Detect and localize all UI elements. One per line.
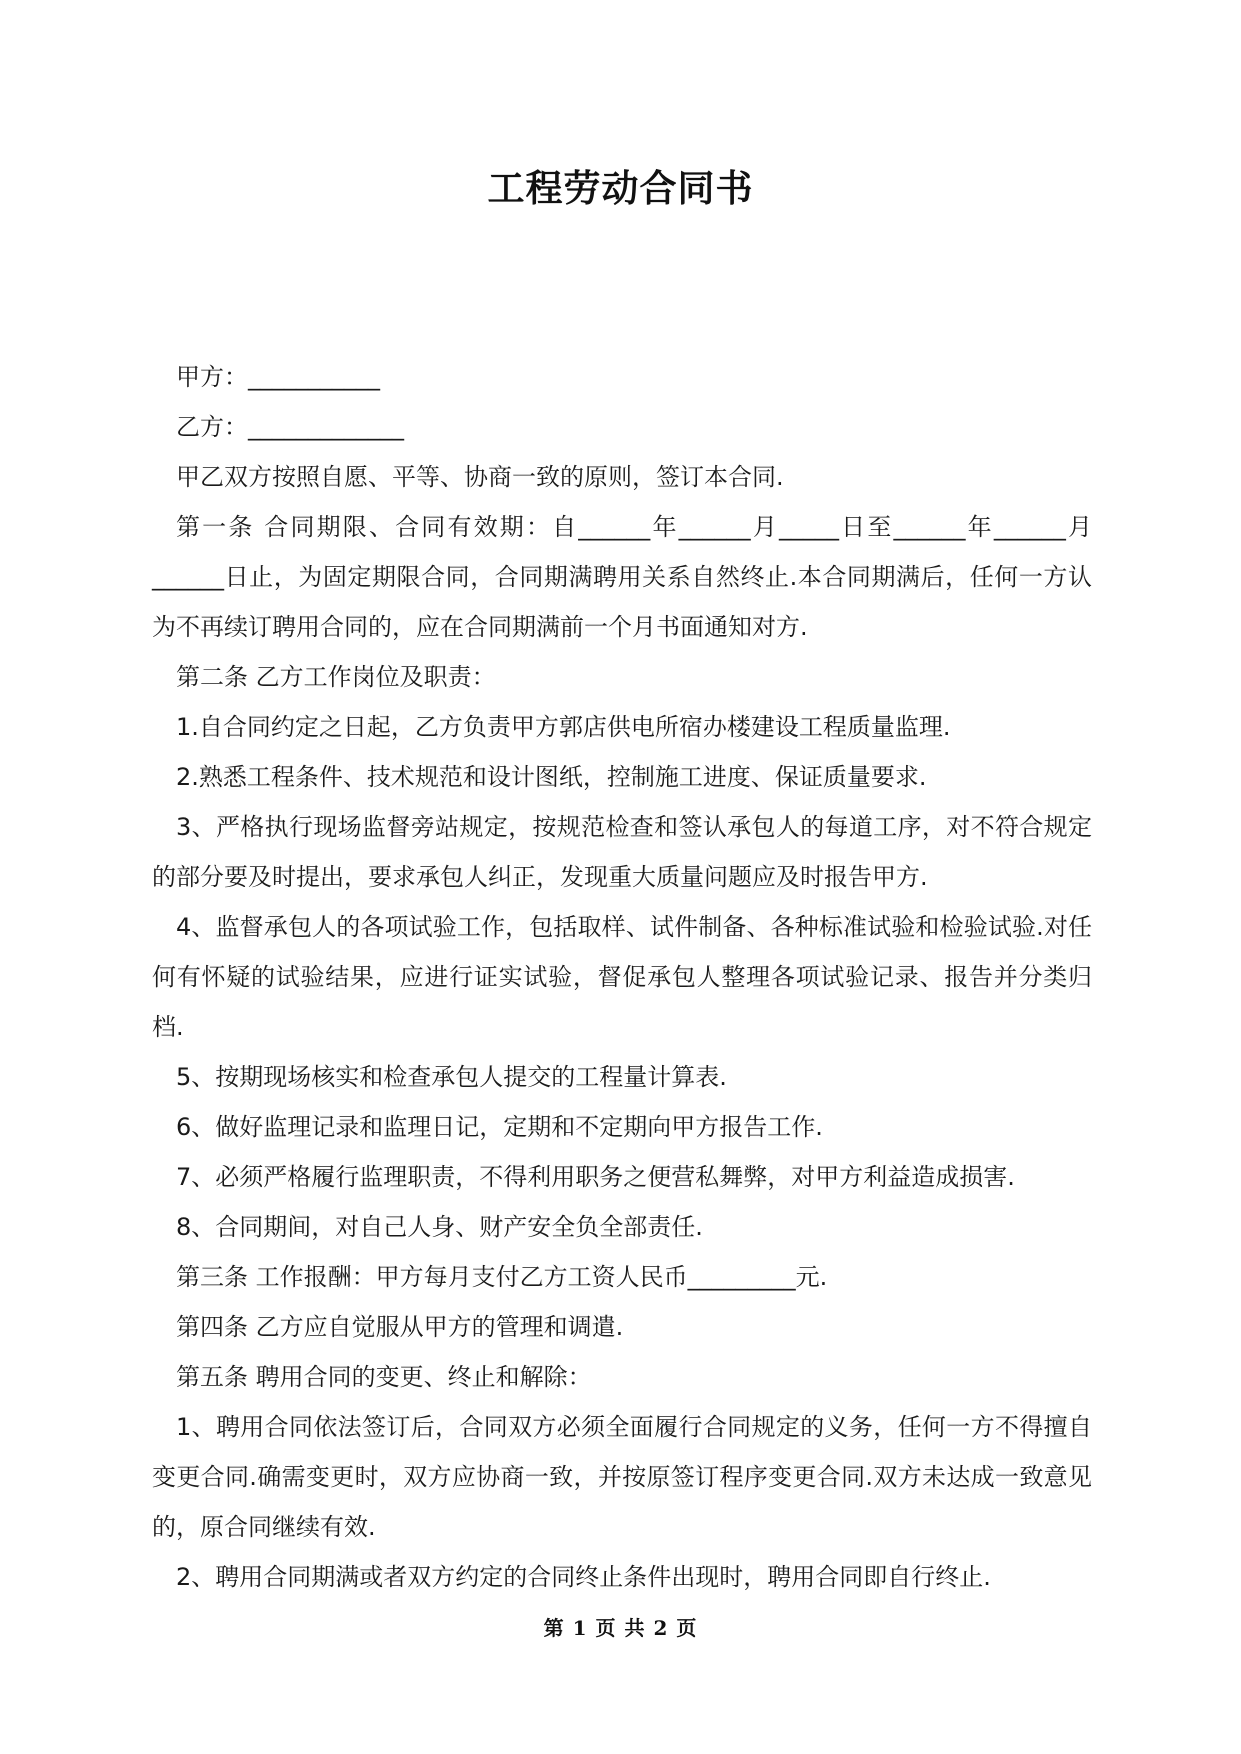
document-body [152,352,1092,1602]
party-a-line: 甲方：___________ [176,363,380,391]
article-2-heading: 第二条 乙方工作岗位及职责： [176,663,496,691]
article-3-paragraph: 第三条 工作报酬：甲方每月支付乙方工资人民币_________元. [176,1263,828,1291]
article-2-item-2: 2.熟悉工程条件、技术规范和设计图纸，控制施工进度、保证质量要求. [176,763,927,791]
article-2-item-7: 7、必须严格履行监理职责，不得利用职务之便营私舞弊，对甲方利益造成损害. [176,1163,1015,1191]
preamble-paragraph: 甲乙双方按照自愿、平等、协商一致的原则，签订本合同. [176,463,784,491]
party-b-line: 乙方：_____________ [176,413,404,441]
article-2-item-6: 6、做好监理记录和监理日记，定期和不定期向甲方报告工作. [176,1113,823,1141]
article-5-heading: 第五条 聘用合同的变更、终止和解除： [176,1363,592,1391]
article-2-item-3: 3、严格执行现场监督旁站规定，按规范检查和签认承包人的每道工序，对不符合规定的部分要及时提出，要求承包人纠正，发现重大质量问题应及时报告甲方. [152,813,1092,891]
article-4-paragraph: 第四条 乙方应自觉服从甲方的管理和调遣. [176,1313,624,1341]
article-5-item-1: 1、聘用合同依法签订后，合同双方必须全面履行合同规定的义务，任何一方不得擅自变更合同.确需变更时，双方应协商一致，并按原签订程序变更合同.双方未达成一致意见的，原合同继续有效. [152,1413,1092,1541]
article-2-item-1: 1.自合同约定之日起，乙方负责甲方郭店供电所宿办楼建设工程质量监理. [176,713,951,741]
article-5-item-2: 2、聘用合同期满或者双方约定的合同终止条件出现时，聘用合同即自行终止. [176,1563,991,1591]
document-title: 工程劳动合同书 [487,167,754,210]
article-2-item-5: 5、按期现场核实和检查承包人提交的工程量计算表. [176,1063,727,1091]
page-number-footer: 第 1 页 共 2 页 [543,1616,698,1640]
article-2-item-4: 4、监督承包人的各项试验工作，包括取样、试件制备、各种标准试验和检验试验.对任何有怀疑的试验结果，应进行证实试验，督促承包人整理各项试验记录、报告并分类归档. [152,913,1092,1041]
article-1-paragraph: 第一条 合同期限、合同有效期：自______年______月_____日至______年______月______日止，为固定期限合同，合同期满聘用关系自然终止.本合同期满后，任何一方认为不再续订聘用合同的，应在合同期满前一个月书面通知对方. [152,513,1092,641]
article-2-item-8: 8、合同期间，对自己人身、财产安全负全部责任. [176,1213,703,1241]
